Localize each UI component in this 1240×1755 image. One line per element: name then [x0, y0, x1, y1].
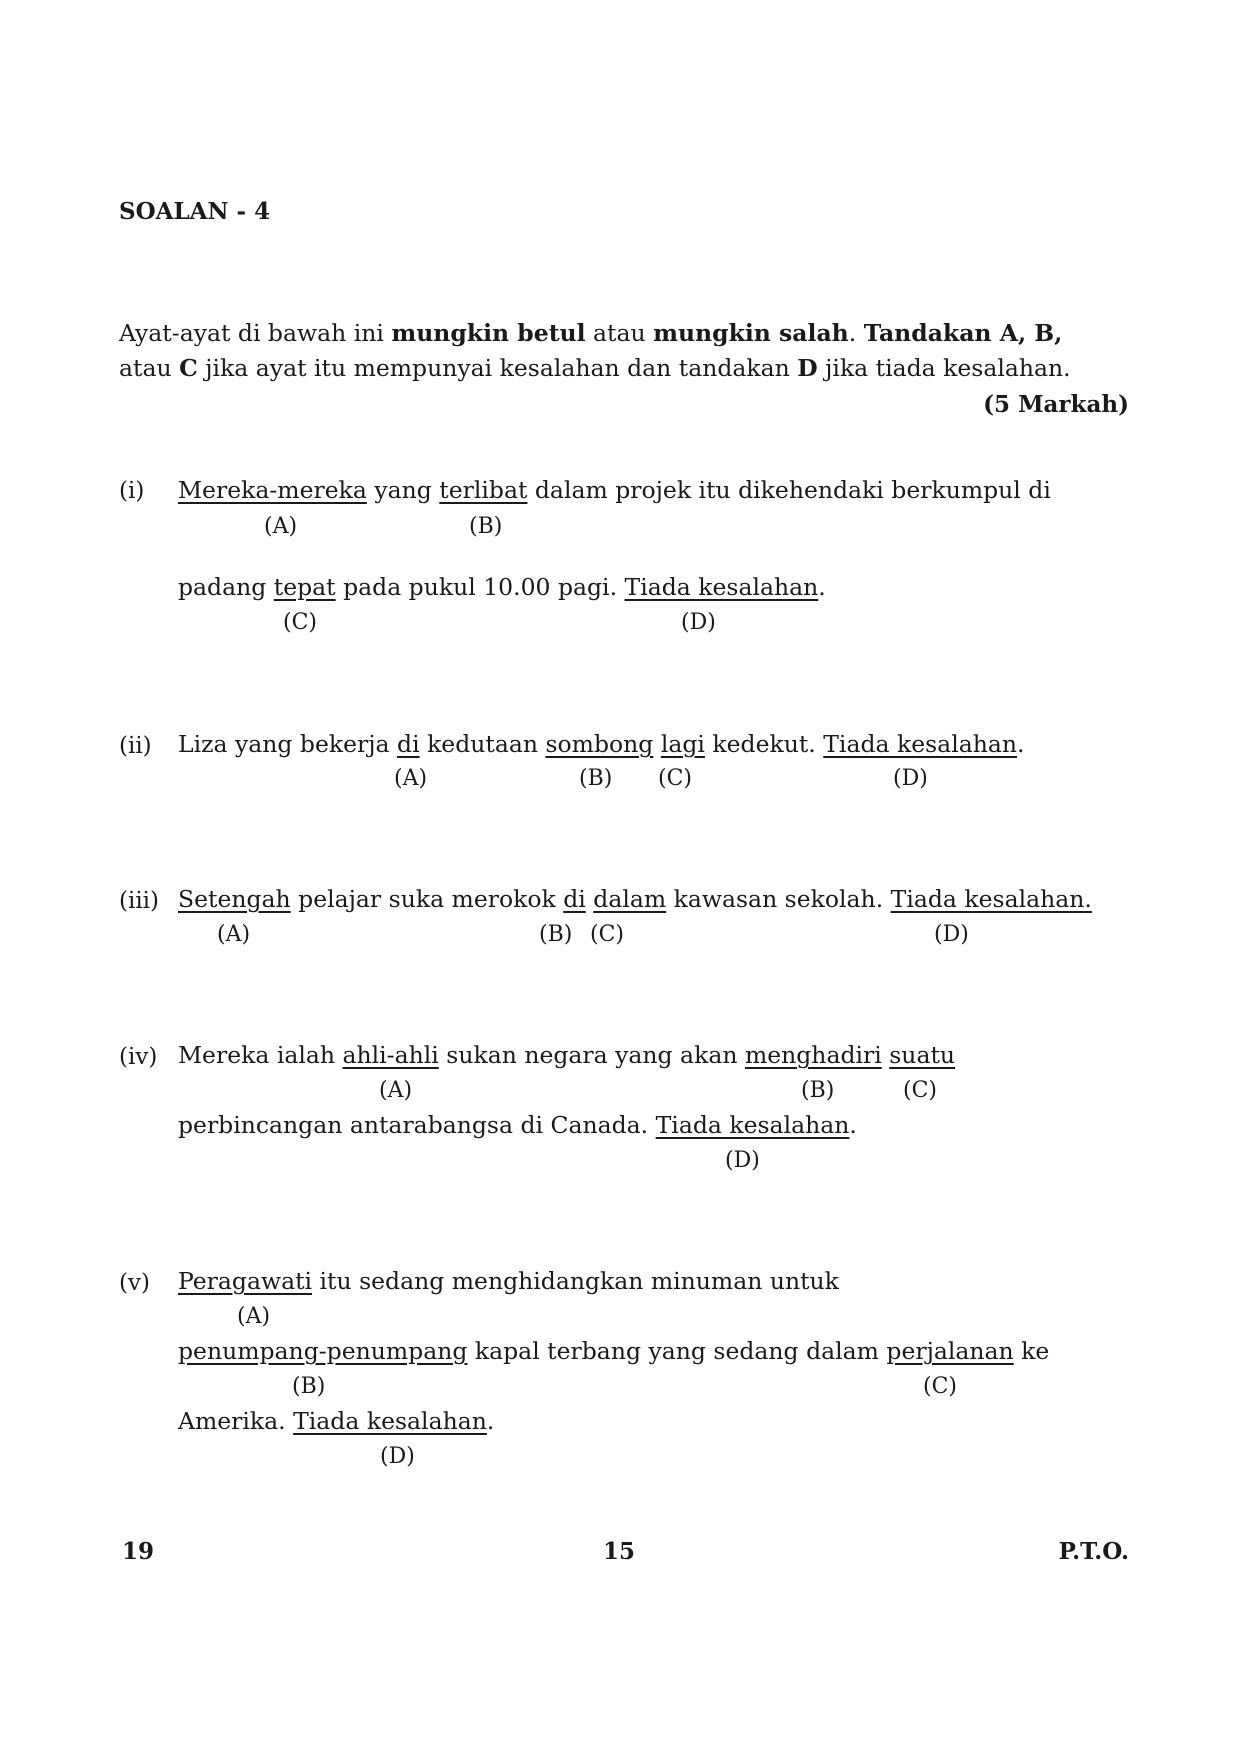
sentence-text: dalam projek itu dikehendaki berkumpul di [527, 476, 1051, 504]
option-b-label: (B) [292, 1374, 326, 1399]
question-number: (iv) [119, 1044, 158, 1070]
footer-code: 19 [122, 1538, 155, 1565]
option-c-text: suatu [889, 1041, 956, 1069]
sentence-line [178, 476, 1051, 504]
sentence-text: padang [178, 573, 274, 601]
option-b-text: menghadiri [744, 1041, 882, 1069]
instruction-text: . [848, 319, 864, 347]
question-number: (v) [119, 1270, 150, 1296]
sentence-text: . [818, 573, 826, 601]
option-c-label: (C) [658, 766, 692, 791]
question-heading: SOALAN - 4 [119, 198, 271, 225]
sentence-line [178, 1267, 839, 1295]
option-a-label: (A) [379, 1078, 413, 1103]
option-d-label: (D) [681, 610, 716, 635]
option-a-text: ahli-ahli [342, 1041, 439, 1069]
sentence-line [178, 573, 826, 601]
option-d-label: (D) [725, 1148, 760, 1173]
page-number: 15 [603, 1538, 636, 1565]
option-b-text: terlibat [439, 476, 528, 504]
question-number: (iii) [119, 888, 160, 914]
sentence-text: Mereka ialah [178, 1041, 343, 1069]
sentence-text: kedutaan [419, 730, 546, 758]
instruction-text: atau [585, 319, 654, 347]
sentence-text: yang [366, 476, 440, 504]
instruction-text: jika tiada kesalahan. [817, 354, 1071, 382]
option-c-text: lagi [660, 730, 705, 758]
option-b-label: (B) [539, 922, 573, 947]
sentence-line [178, 1111, 857, 1139]
option-d-text: Tiada kesalahan. [890, 885, 1092, 913]
question-number: (ii) [119, 733, 152, 759]
option-c-text: perjalanan [886, 1337, 1014, 1365]
sentence-text: Amerika. [178, 1407, 294, 1435]
option-b-label: (B) [801, 1078, 835, 1103]
sentence-text: . [849, 1111, 857, 1139]
sentence-line [178, 1041, 956, 1069]
instruction-bold: mungkin salah [653, 319, 849, 347]
option-b-text: penumpang-penumpang [178, 1337, 468, 1365]
option-a-label: (A) [264, 514, 298, 539]
sentence-line [178, 730, 1025, 758]
sentence-text: itu sedang menghidangkan minuman untuk [312, 1267, 839, 1295]
option-c-label: (C) [283, 610, 317, 635]
option-d-text: Tiada kesalahan [655, 1111, 850, 1139]
instruction-text: Ayat-ayat di bawah ini [119, 319, 392, 347]
sentence-text: Liza yang bekerja [178, 730, 398, 758]
option-a-label: (A) [394, 766, 428, 791]
option-d-label: (D) [934, 922, 969, 947]
option-c-text: dalam [593, 885, 667, 913]
option-a-text: Peragawati [178, 1267, 313, 1295]
instruction-text: atau [119, 354, 180, 382]
sentence-line [178, 885, 1092, 913]
option-c-label: (C) [923, 1374, 957, 1399]
question-number: (i) [119, 478, 145, 504]
option-d-label: (D) [893, 766, 928, 791]
sentence-text: perbincangan antarabangsa di Canada. [178, 1111, 656, 1139]
option-b-text: di [563, 885, 586, 913]
option-a-label: (A) [217, 922, 251, 947]
sentence-line [178, 1407, 495, 1435]
instruction-text: jika ayat itu mempunyai kesalahan dan tandakan [197, 354, 798, 382]
option-d-label: (D) [380, 1444, 415, 1469]
sentence-text: sukan negara yang akan [438, 1041, 745, 1069]
option-b-text: sombong [545, 730, 654, 758]
instruction-bold: D [797, 354, 818, 382]
option-a-text: Mereka-mereka [178, 476, 367, 504]
marks-label: (5 Markah) [983, 391, 1129, 418]
option-a-text: Setengah [178, 885, 291, 913]
sentence-text: ke [1013, 1337, 1050, 1365]
instruction-bold: C [179, 354, 198, 382]
pto-label: P.T.O. [1058, 1538, 1129, 1565]
option-a-label: (A) [237, 1304, 271, 1329]
sentence-line [178, 1337, 1050, 1365]
option-c-label: (C) [903, 1078, 937, 1103]
sentence-text: pelajar suka merokok [290, 885, 564, 913]
option-d-text: Tiada kesalahan [624, 573, 819, 601]
sentence-text: kedekut. [704, 730, 824, 758]
instruction-bold: mungkin betul [391, 319, 586, 347]
instruction-bold: Tandakan A, B, [863, 319, 1063, 347]
option-d-text: Tiada kesalahan [293, 1407, 487, 1435]
option-c-label: (C) [590, 922, 624, 947]
option-d-text: Tiada kesalahan [823, 730, 1017, 758]
option-a-text: di [397, 730, 420, 758]
option-b-label: (B) [579, 766, 613, 791]
sentence-text: . [486, 1407, 495, 1435]
sentence-text: kawasan sekolah. [666, 885, 891, 913]
instruction-line-1 [119, 319, 1063, 347]
option-b-label: (B) [469, 514, 503, 539]
sentence-text: pada pukul 10.00 pagi. [335, 573, 625, 601]
sentence-text [653, 730, 660, 758]
sentence-text: . [1017, 730, 1025, 758]
sentence-text: kapal terbang yang sedang dalam [467, 1337, 887, 1365]
instruction-line-2 [119, 354, 1071, 382]
option-c-text: tepat [273, 573, 336, 601]
